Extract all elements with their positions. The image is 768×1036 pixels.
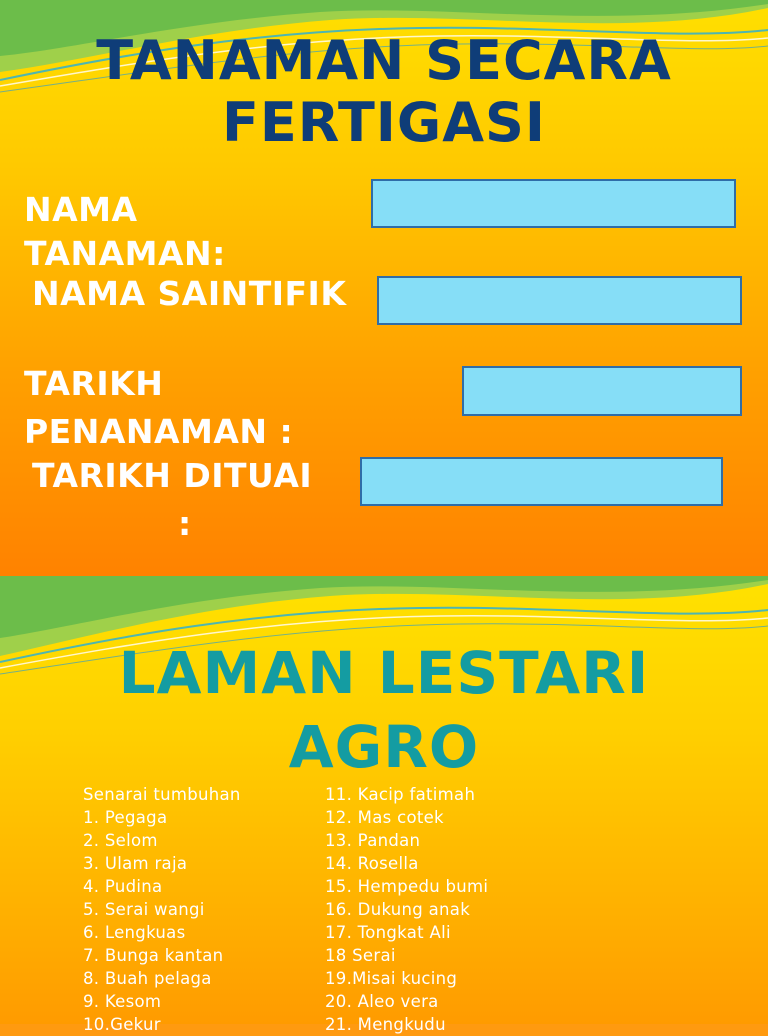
list-item: 10.Gekur xyxy=(83,1015,161,1034)
label-tarikh-dituai-colon: : xyxy=(178,504,192,543)
list-item: 4. Pudina xyxy=(83,877,163,896)
label-nama-tanaman-1: NAMA xyxy=(24,190,138,229)
list-item: 19.Misai kucing xyxy=(325,969,458,988)
list-item: 17. Tongkat Ali xyxy=(325,923,451,942)
label-tarikh-penanaman-1: TARIKH xyxy=(24,364,164,403)
slide-title xyxy=(0,636,768,784)
list-item: 16. Dukung anak xyxy=(325,900,471,919)
nama-tanaman-field[interactable] xyxy=(371,179,736,228)
plant-list-column-1 xyxy=(83,783,241,1036)
tarikh-dituai-field[interactable] xyxy=(360,457,723,506)
tarikh-penanaman-field[interactable] xyxy=(462,366,742,416)
list-item: 14. Rosella xyxy=(325,854,419,873)
list-item: 5. Serai wangi xyxy=(83,900,205,919)
title-line-1: TANAMAN SECARA xyxy=(96,29,672,92)
list-item: 18 Serai xyxy=(325,946,396,965)
list-item: 8. Buah pelaga xyxy=(83,969,212,988)
title-line-1: LAMAN LESTARI xyxy=(118,639,650,707)
label-tarikh-dituai: TARIKH DITUAI xyxy=(32,456,313,495)
list-item: Senarai tumbuhan xyxy=(83,785,241,804)
list-item: 11. Kacip fatimah xyxy=(325,785,476,804)
title-line-2: AGRO xyxy=(288,713,480,781)
list-item: 6. Lengkuas xyxy=(83,923,186,942)
list-item: 20. Aleo vera xyxy=(325,992,439,1011)
list-item: 15. Hempedu bumi xyxy=(325,877,489,896)
label-nama-tanaman-2: TANAMAN: xyxy=(24,234,226,273)
list-item: 3. Ulam raja xyxy=(83,854,188,873)
nama-saintifik-field[interactable] xyxy=(377,276,742,325)
slide-title xyxy=(0,30,768,154)
list-item: 7. Bunga kantan xyxy=(83,946,224,965)
title-line-2: FERTIGASI xyxy=(222,91,546,154)
list-item: 1. Pegaga xyxy=(83,808,168,827)
list-item: 9. Kesom xyxy=(83,992,162,1011)
list-item: 13. Pandan xyxy=(325,831,421,850)
list-item: 12. Mas cotek xyxy=(325,808,444,827)
plant-list-column-2 xyxy=(325,783,488,1036)
label-tarikh-penanaman-2: PENANAMAN : xyxy=(24,412,294,451)
slide-laman-lestari-agro xyxy=(0,576,768,1034)
list-item: 21. Mengkudu xyxy=(325,1015,446,1034)
list-item: 2. Selom xyxy=(83,831,158,850)
label-nama-saintifik: NAMA SAINTIFIK xyxy=(32,274,347,313)
